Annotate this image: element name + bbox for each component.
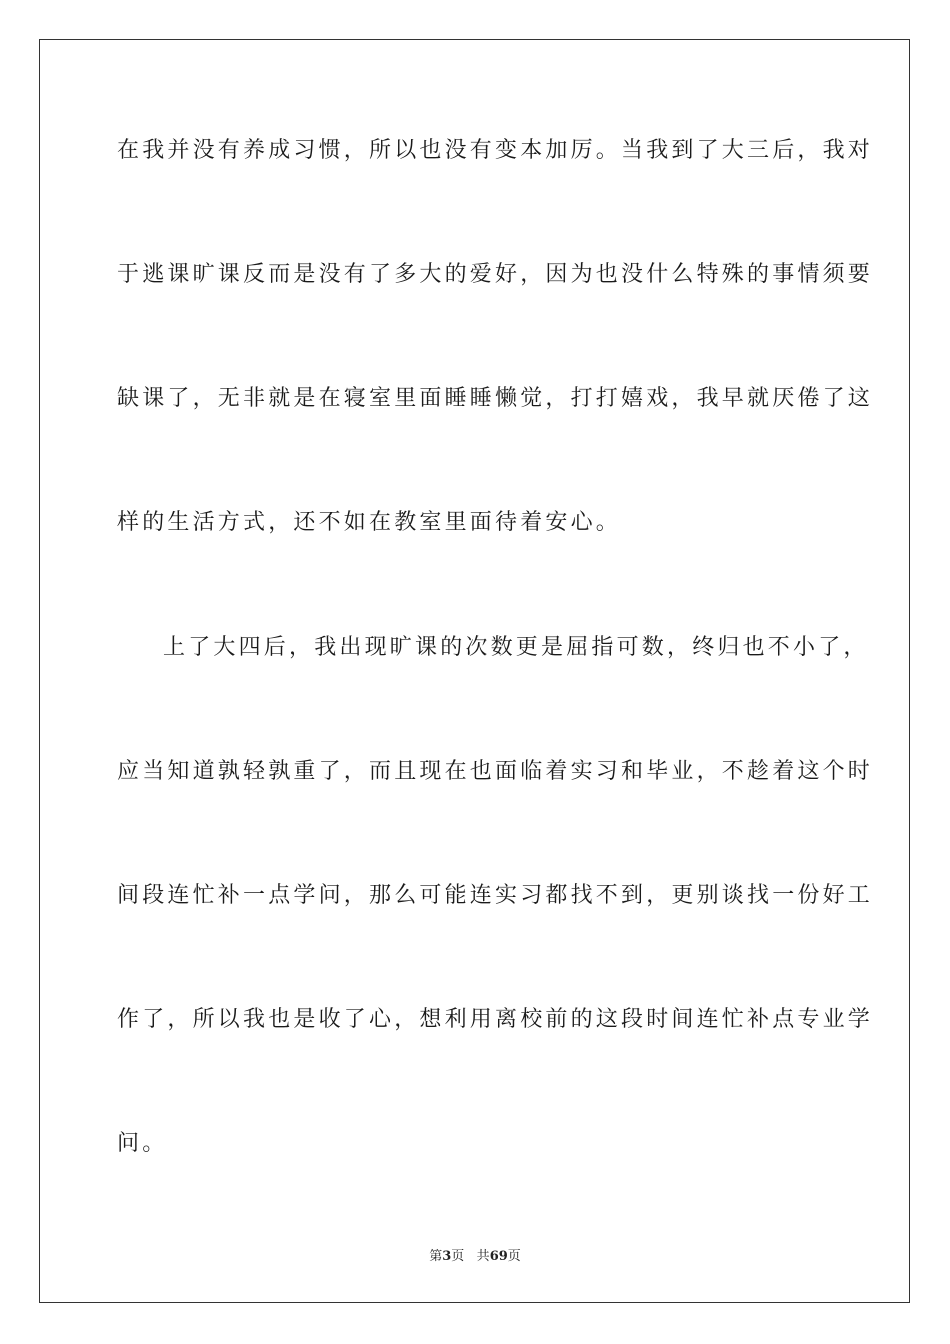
page-number: 3 [442,1249,452,1264]
page-suffix: 页 [451,1249,465,1264]
total-suffix: 页 [507,1249,521,1264]
paragraph-line: 间段连忙补一点学问，那么可能连实习都找不到，更别谈找一份好工 [117,883,874,908]
paragraph-line: 缺课了，无非就是在寝室里面睡睡懒觉，打打嬉戏，我早就厌倦了这 [117,386,874,411]
page-border [39,39,910,1303]
paragraph-line: 作了，所以我也是收了心，想利用离校前的这段时间连忙补点专业学 [117,1007,874,1032]
paragraph-line: 应当知道孰轻孰重了，而且现在也面临着实习和毕业，不趁着这个时 [117,759,874,784]
paragraph-line: 问。 [117,1131,168,1156]
paragraph-line: 在我并没有养成习惯，所以也没有变本加厉。当我到了大三后，我对 [117,138,874,163]
total-pages: 69 [489,1249,508,1264]
paragraph-line-indented: 上了大四后，我出现旷课的次数更是屈指可数，终归也不小了， [163,635,869,660]
page-footer [0,1248,950,1266]
paragraph-line: 样的生活方式，还不如在教室里面待着安心。 [117,510,622,535]
total-prefix: 共 [476,1249,490,1264]
paragraph-line: 于逃课旷课反而是没有了多大的爱好，因为也没什么特殊的事情须要 [117,262,874,287]
page-prefix: 第 [429,1249,443,1264]
